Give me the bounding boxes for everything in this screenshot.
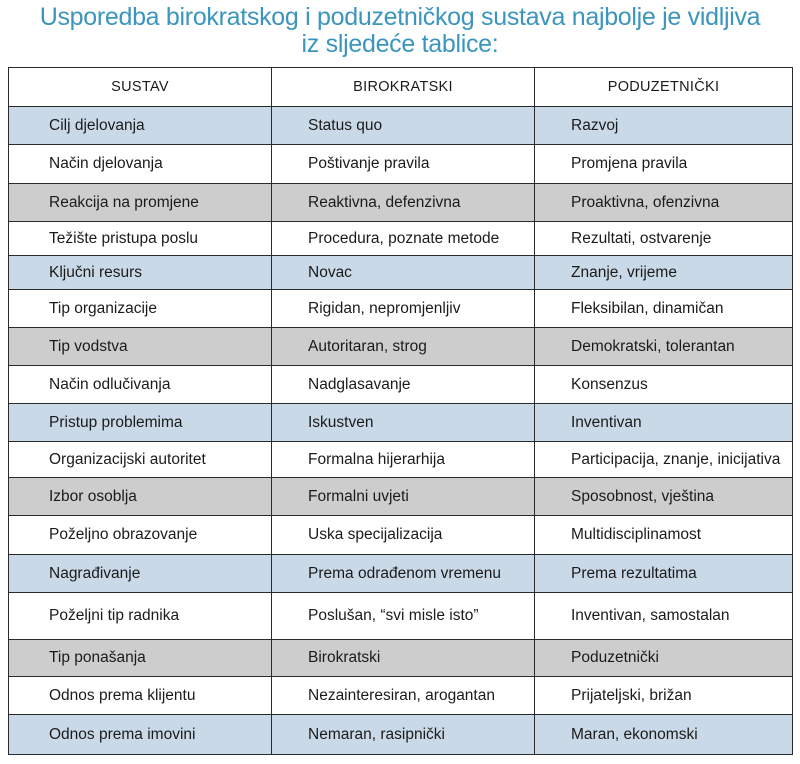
cell-birokratski-text: Nemaran, rasipnički <box>308 725 445 743</box>
cell-sustav-text: Poželjni tip radnika <box>49 607 180 624</box>
cell-sustav-text: Način odlučivanja <box>49 375 171 393</box>
table-row <box>9 516 793 555</box>
cell-poduzetnicki-text: Prema rezultatima <box>571 564 697 582</box>
table-row <box>9 107 793 145</box>
cell-sustav-text: Cilj djelovanja <box>49 116 145 134</box>
cell-poduzetnicki-text: Poduzetnički <box>571 649 659 666</box>
cell-birokratski-text: Autoritaran, strog <box>308 337 427 355</box>
cell-birokratski <box>272 442 535 478</box>
cell-birokratski <box>272 328 535 366</box>
page-title <box>0 4 800 58</box>
cell-sustav <box>9 256 272 290</box>
cell-sustav <box>9 715 272 755</box>
cell-poduzetnicki <box>535 516 793 555</box>
cell-birokratski-text: Formalni uvjeti <box>308 487 409 505</box>
cell-sustav-text: Odnos prema klijentu <box>49 686 196 704</box>
cell-birokratski <box>272 145 535 184</box>
table-row <box>9 593 793 640</box>
cell-poduzetnicki <box>535 478 793 516</box>
cell-poduzetnicki <box>535 640 793 677</box>
cell-birokratski <box>272 478 535 516</box>
cell-birokratski <box>272 107 535 145</box>
cell-poduzetnicki-text: Multidisciplinamost <box>571 526 702 543</box>
cell-poduzetnicki <box>535 555 793 593</box>
cell-poduzetnicki <box>535 593 793 640</box>
cell-birokratski <box>272 677 535 715</box>
cell-poduzetnicki-text: Sposobnost, vještina <box>571 487 715 505</box>
cell-sustav-text: Poželjno obrazovanje <box>49 526 198 543</box>
cell-poduzetnicki-text: Fleksibilan, dinamičan <box>571 299 724 317</box>
cell-poduzetnicki <box>535 222 793 256</box>
cell-birokratski-text: Reaktivna, defenzivna <box>308 193 461 211</box>
cell-birokratski-text: Status quo <box>308 116 383 134</box>
cell-birokratski <box>272 640 535 677</box>
cell-sustav-text: Tip ponašanja <box>49 649 146 666</box>
cell-sustav-text: Organizacijski autoritet <box>49 450 206 468</box>
cell-poduzetnicki <box>535 145 793 184</box>
cell-poduzetnicki <box>535 366 793 404</box>
table-row <box>9 478 793 516</box>
table-row <box>9 442 793 478</box>
cell-sustav-text: Tip organizacije <box>49 299 157 317</box>
header-row <box>9 68 793 107</box>
cell-poduzetnicki <box>535 107 793 145</box>
cell-sustav-text: Reakcija na promjene <box>49 193 199 211</box>
cell-poduzetnicki-text: Participacija, znanje, inicijativa <box>571 450 781 468</box>
table-row <box>9 184 793 222</box>
header-birokratski: BIROKRATSKI <box>272 68 535 107</box>
cell-birokratski-text: Uska specijalizacija <box>308 526 443 543</box>
cell-birokratski-text: Prema odrađenom vremenu <box>308 564 501 582</box>
cell-birokratski-text: Rigidan, nepromjenljiv <box>308 299 461 317</box>
cell-sustav <box>9 328 272 366</box>
cell-sustav-text: Odnos prema imovini <box>49 725 196 743</box>
cell-poduzetnicki-text: Rezultati, ostvarenje <box>571 229 712 247</box>
cell-birokratski-text: Nadglasavanje <box>308 375 411 393</box>
cell-birokratski-text: Procedura, poznate metode <box>308 229 500 247</box>
cell-poduzetnicki-text: Prijateljski, brižan <box>571 686 692 704</box>
cell-sustav <box>9 555 272 593</box>
title-line-2: iz sljedeće tablice: <box>301 30 499 58</box>
cell-sustav-text: Težište pristupa poslu <box>49 229 199 247</box>
cell-poduzetnicki <box>535 404 793 442</box>
cell-sustav-text: Izbor osoblja <box>49 487 137 505</box>
cell-poduzetnicki-text: Proaktivna, ofenzivna <box>571 193 720 211</box>
cell-sustav-text: Tip vodstva <box>49 337 128 355</box>
cell-birokratski-text: Nezainteresiran, arogantan <box>308 686 495 704</box>
cell-poduzetnicki-text: Maran, ekonomski <box>571 725 698 743</box>
cell-birokratski <box>272 555 535 593</box>
table-body <box>9 107 793 755</box>
cell-birokratski <box>272 593 535 640</box>
comparison-table <box>8 67 793 755</box>
cell-poduzetnicki-text: Inventivan, samostalan <box>571 607 730 624</box>
table-row <box>9 256 793 290</box>
table-row <box>9 328 793 366</box>
cell-birokratski <box>272 366 535 404</box>
cell-poduzetnicki <box>535 677 793 715</box>
cell-sustav-text: Pristup problemima <box>49 413 183 431</box>
cell-birokratski <box>272 222 535 256</box>
cell-sustav-text: Način djelovanja <box>49 155 163 172</box>
cell-poduzetnicki-text: Demokratski, tolerantan <box>571 337 735 355</box>
cell-birokratski-text: Formalna hijerarhija <box>308 450 445 468</box>
cell-sustav <box>9 107 272 145</box>
cell-poduzetnicki <box>535 328 793 366</box>
cell-sustav <box>9 516 272 555</box>
cell-poduzetnicki <box>535 442 793 478</box>
cell-birokratski <box>272 715 535 755</box>
cell-poduzetnicki <box>535 256 793 290</box>
title-line-1: Usporedba birokratskog i poduzetničkog sustava najbolje je vidljiva <box>39 3 761 31</box>
cell-birokratski-text: Poštivanje pravila <box>308 155 430 172</box>
cell-birokratski-text: Poslušan, “svi misle isto” <box>308 607 479 624</box>
cell-sustav <box>9 442 272 478</box>
cell-sustav <box>9 404 272 442</box>
header-sustav: SUSTAV <box>9 68 272 107</box>
cell-birokratski <box>272 404 535 442</box>
table-row <box>9 222 793 256</box>
cell-sustav <box>9 593 272 640</box>
cell-poduzetnicki-text: Znanje, vrijeme <box>571 263 677 281</box>
table-row <box>9 404 793 442</box>
cell-poduzetnicki <box>535 184 793 222</box>
table-row <box>9 555 793 593</box>
cell-poduzetnicki-text: Inventivan <box>571 413 642 431</box>
cell-poduzetnicki-text: Promjena pravila <box>571 155 688 172</box>
cell-sustav <box>9 145 272 184</box>
cell-sustav <box>9 677 272 715</box>
cell-poduzetnicki-text: Razvoj <box>571 116 619 134</box>
cell-birokratski <box>272 290 535 328</box>
cell-birokratski <box>272 256 535 290</box>
table-row <box>9 677 793 715</box>
cell-birokratski-text: Birokratski <box>308 649 381 666</box>
cell-birokratski-text: Iskustven <box>308 413 374 431</box>
cell-poduzetnicki <box>535 715 793 755</box>
cell-birokratski <box>272 184 535 222</box>
cell-sustav <box>9 640 272 677</box>
header-poduzetnicki: PODUZETNIČKI <box>535 68 793 107</box>
cell-sustav-text: Nagrađivanje <box>49 564 141 582</box>
table-row <box>9 640 793 677</box>
cell-birokratski-text: Novac <box>308 263 352 281</box>
cell-poduzetnicki <box>535 290 793 328</box>
cell-sustav <box>9 184 272 222</box>
cell-sustav <box>9 290 272 328</box>
cell-sustav <box>9 222 272 256</box>
cell-sustav-text: Ključni resurs <box>49 263 143 281</box>
cell-birokratski <box>272 516 535 555</box>
cell-poduzetnicki-text: Konsenzus <box>571 375 648 393</box>
cell-sustav <box>9 478 272 516</box>
table-row <box>9 366 793 404</box>
cell-sustav <box>9 366 272 404</box>
table-row <box>9 715 793 755</box>
table-row <box>9 145 793 184</box>
table-row <box>9 290 793 328</box>
